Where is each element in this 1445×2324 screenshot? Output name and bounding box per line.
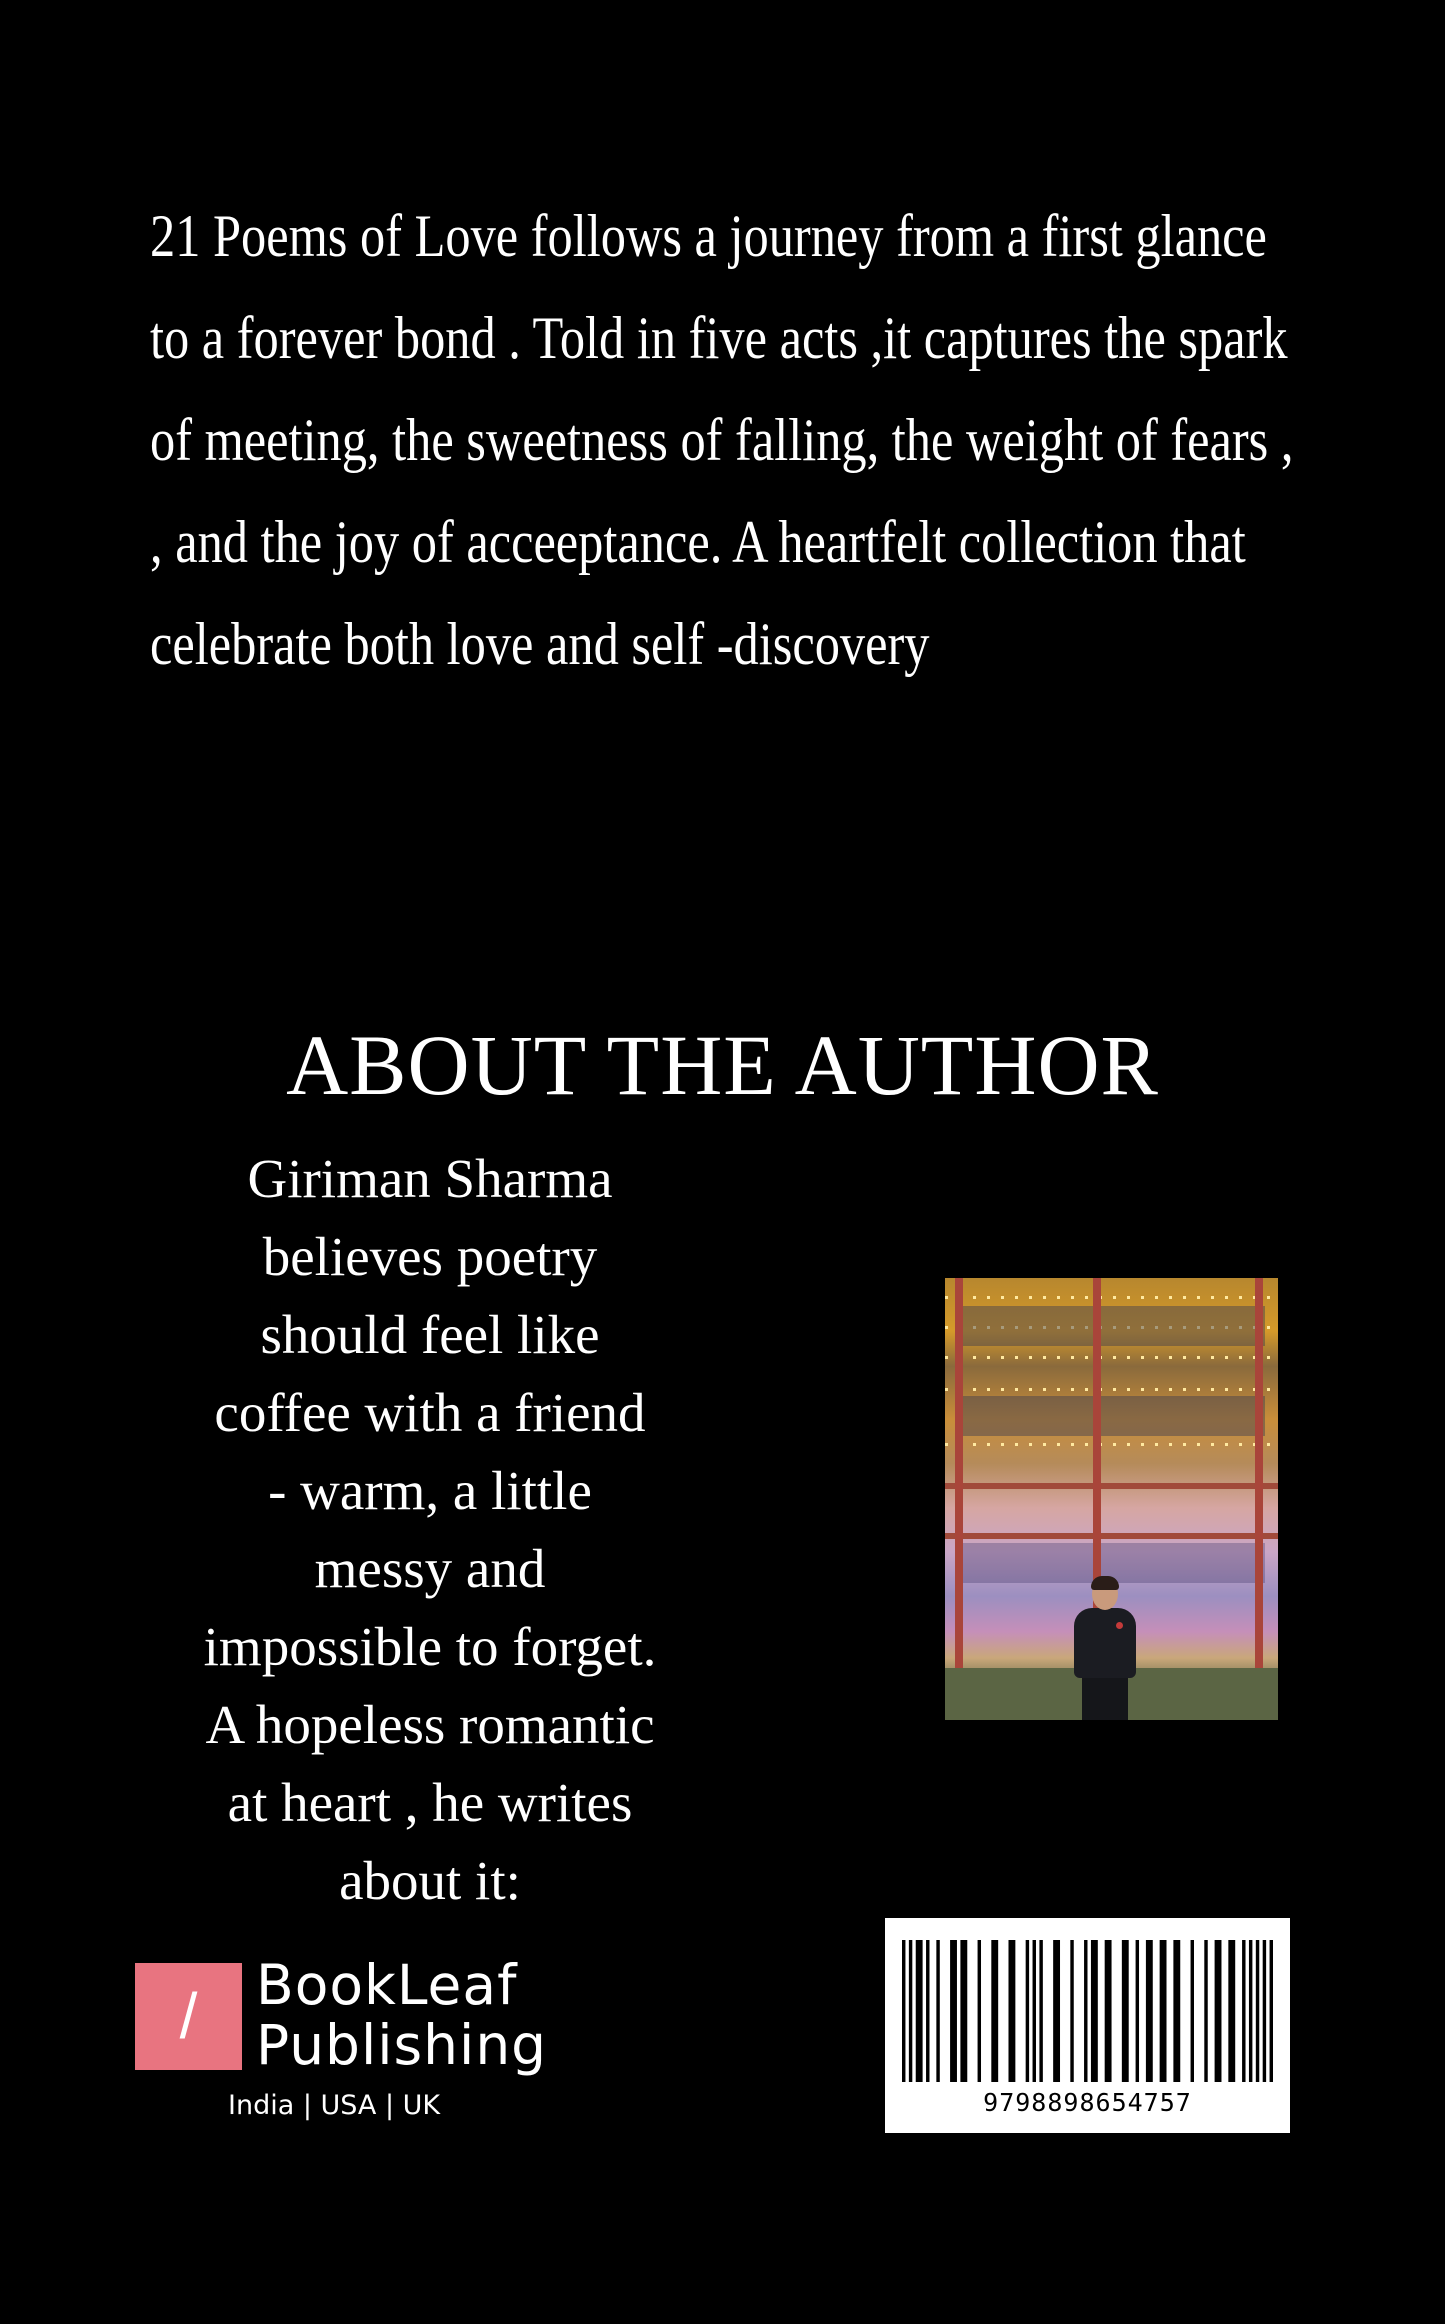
barcode-bar: [1242, 1940, 1245, 2082]
barcode-bar: [1228, 1940, 1235, 2082]
barcode-bar: [1191, 1940, 1194, 2082]
barcode-bar: [1173, 1940, 1180, 2082]
isbn-number: 9798898654757: [983, 2088, 1192, 2117]
bio-line: should feel like: [260, 1304, 600, 1365]
barcode-bars: [900, 1940, 1275, 2082]
barcode-bar: [926, 1940, 929, 2082]
bio-line: Giriman Sharma: [247, 1148, 613, 1209]
author-photo: [945, 1278, 1278, 1720]
bio-line: coffee with a friend: [214, 1382, 646, 1443]
about-author-heading: ABOUT THE AUTHOR: [286, 1017, 1159, 1113]
barcode-bar: [1122, 1940, 1129, 2082]
barcode-bar: [1026, 1940, 1029, 2082]
book-blurb: [150, 185, 1294, 695]
barcode-bar: [1070, 1940, 1073, 2082]
barcode-bar: [909, 1940, 912, 2082]
blurb-line: , and the joy of acceeptance. A heartfelt collection that: [150, 509, 1246, 575]
author-bio: [160, 1140, 700, 1920]
publisher-logo-icon: /: [135, 1963, 242, 2070]
barcode-bar: [991, 1940, 998, 2082]
blurb-line: celebrate both love and self -discovery: [150, 611, 930, 677]
bio-line: A hopeless romantic: [205, 1694, 655, 1755]
barcode-bar: [950, 1940, 957, 2082]
barcode-bar: [1136, 1940, 1139, 2082]
bio-line: messy and: [314, 1538, 546, 1599]
barcode-bar: [1091, 1940, 1098, 2082]
barcode-bar: [1008, 1940, 1015, 2082]
bio-line: impossible to forget.: [203, 1616, 657, 1677]
barcode-bar: [960, 1940, 967, 2082]
barcode-bar: [1204, 1940, 1207, 2082]
publisher-name-line2: Publishing: [256, 2013, 548, 2077]
barcode-bar: [1160, 1940, 1167, 2082]
publisher-name: [256, 1955, 547, 2075]
blurb-line: to a forever bond . Told in five acts ,it captures the spark: [150, 305, 1288, 371]
barcode-bar: [1256, 1940, 1259, 2082]
blurb-line: of meeting, the sweetness of falling, the weight of fears ,: [150, 407, 1294, 473]
blurb-line: 21 Poems of Love follows a journey from a first glance: [150, 203, 1267, 269]
bio-line: - warm, a little: [268, 1460, 592, 1521]
barcode-bar: [1084, 1940, 1087, 2082]
isbn-barcode: [885, 1918, 1290, 2133]
publisher-name-line1: BookLeaf: [256, 1953, 518, 2017]
publisher-regions: India | USA | UK: [228, 2090, 441, 2121]
barcode-bar: [902, 1940, 905, 2082]
barcode-bar: [1215, 1940, 1222, 2082]
barcode-bar: [1263, 1940, 1266, 2082]
barcode-bar: [1146, 1940, 1153, 2082]
bio-line: believes poetry: [262, 1226, 598, 1287]
barcode-bar: [936, 1940, 939, 2082]
barcode-bar: [1039, 1940, 1042, 2082]
barcode-bar: [1249, 1940, 1252, 2082]
barcode-bar: [916, 1940, 923, 2082]
bio-line: about it:: [339, 1850, 521, 1911]
barcode-bar: [1270, 1940, 1273, 2082]
barcode-bar: [1105, 1940, 1112, 2082]
barcode-bar: [978, 1940, 981, 2082]
bio-line: at heart , he writes: [227, 1772, 633, 1833]
barcode-bar: [1053, 1940, 1060, 2082]
barcode-bar: [1033, 1940, 1036, 2082]
